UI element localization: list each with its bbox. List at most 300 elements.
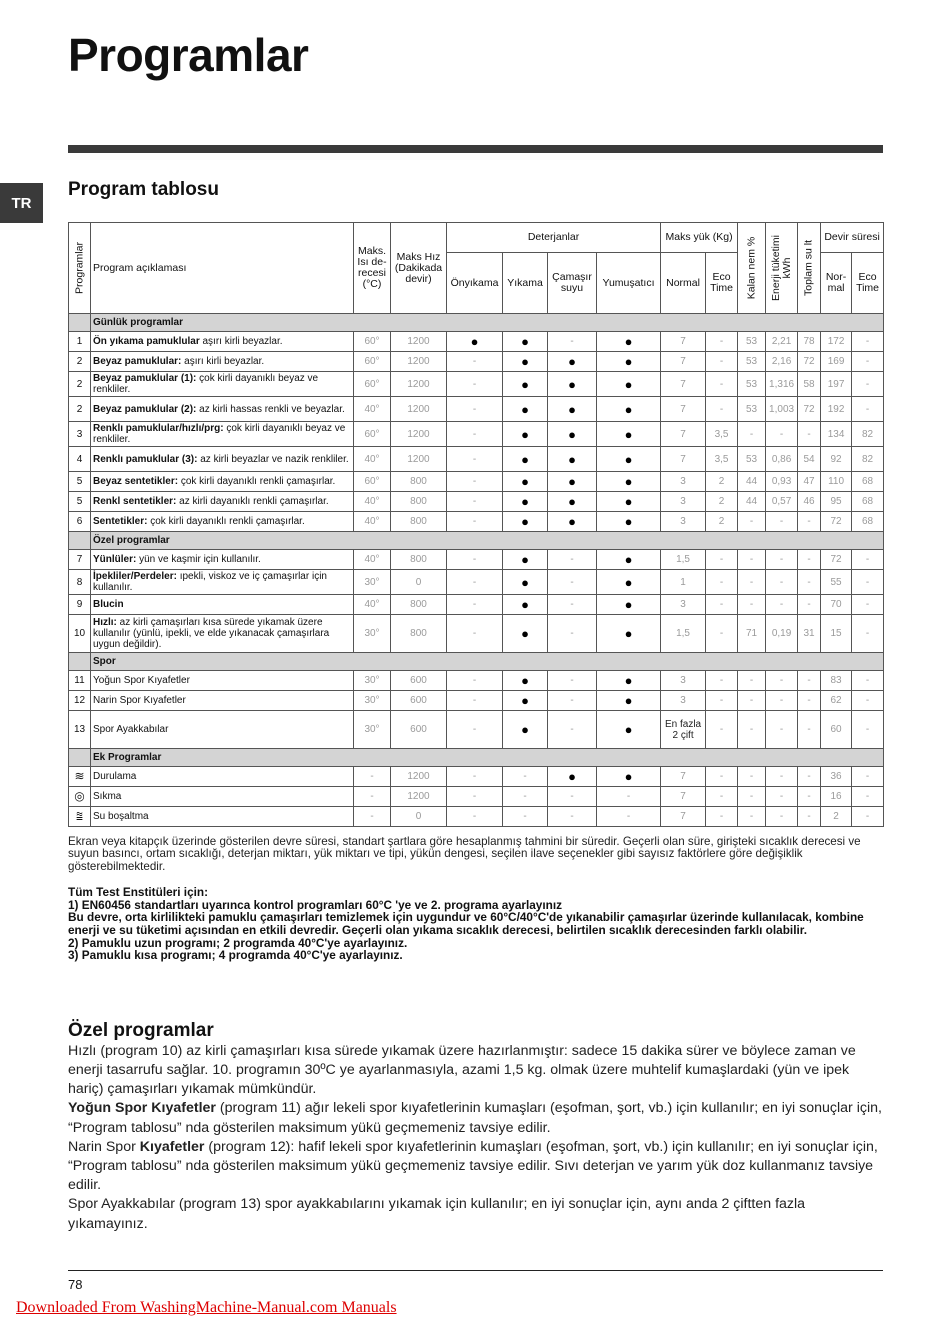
program-detail: az kirli çamaşırları kısa sürede yıkamak üzere kullanılır (yünlü, ipekli, ve elde yıkanacak çamaşırlara uygun değildir). [93, 617, 330, 650]
section-row [69, 749, 884, 767]
program-detail: Narin Spor Kıyafetler [93, 695, 186, 706]
table-row [69, 595, 884, 615]
footer-divider [68, 1270, 883, 1271]
cell-camasir-suyu: ● [548, 492, 597, 512]
cell-devir-eco: - [852, 787, 884, 807]
cell-devir-normal: 169 [821, 352, 852, 372]
cell-yuk-eco: - [706, 767, 738, 787]
program-description [91, 615, 354, 653]
program-number: 11 [69, 671, 91, 691]
table-row [69, 422, 884, 447]
cell-devir-normal: 60 [821, 711, 852, 749]
cell-yikama: ● [503, 550, 548, 570]
cell-devir-eco: - [852, 691, 884, 711]
program-detail: Durulama [93, 771, 137, 782]
cell-yuk-normal: 1,5 [661, 550, 706, 570]
header-normal: Normal [661, 253, 706, 314]
cell-enerji: - [766, 595, 798, 615]
cell-toplam-su: 47 [798, 472, 821, 492]
cell-kalan-nem: - [738, 570, 766, 595]
header-devir-eco: Eco Time [852, 253, 884, 314]
program-detail: çok kirli dayanıklı renkli çamaşırlar. [178, 476, 336, 487]
drain-icon: ⩰ [69, 807, 91, 827]
table-row [69, 447, 884, 472]
cell-devir-eco: 82 [852, 447, 884, 472]
section-row [69, 314, 884, 332]
paragraph-text: (program 12): hafif lekeli spor kıyafetlerinin kumaşları (eşofman, şort, vb.) için kullanılır; en iyi sonuçlar için, “Program tablosu” nda gösterilen maksimum yükü geçmemeniz tavsiye edilir. Sıvı deterjan ve yarım yük doz kullanmanız tavsiye edilir. [68, 1138, 878, 1194]
cell-maks-hiz: 800 [391, 512, 447, 532]
cell-devir-normal: 172 [821, 332, 852, 352]
paragraph-yogun-spor [68, 1099, 883, 1137]
cell-kalan-nem: - [738, 422, 766, 447]
cell-kalan-nem: 71 [738, 615, 766, 653]
cell-toplam-su: - [798, 767, 821, 787]
cell-enerji: - [766, 512, 798, 532]
table-row [69, 807, 884, 827]
cell-enerji: 1,316 [766, 372, 798, 397]
program-detail: az kirli dayanıklı renkli çamaşırlar. [176, 496, 329, 507]
cell-devir-eco: - [852, 615, 884, 653]
cell-yumusatici: ● [597, 422, 661, 447]
program-detail: az kirli hassas renkli ve beyazlar. [196, 403, 345, 415]
cell-devir-normal: 72 [821, 512, 852, 532]
cell-yikama: ● [503, 472, 548, 492]
cell-yuk-eco: 3,5 [706, 422, 738, 447]
program-name: Beyaz pamuklular: [93, 356, 182, 367]
cell-kalan-nem: 53 [738, 397, 766, 422]
cell-toplam-su: 72 [798, 352, 821, 372]
cell-maks-hiz: 1200 [391, 767, 447, 787]
cell-onyikama: - [447, 711, 503, 749]
cell-yikama: ● [503, 332, 548, 352]
section-title: Günlük programlar [91, 314, 884, 332]
cell-yuk-eco: - [706, 550, 738, 570]
cell-yumusatici: ● [597, 352, 661, 372]
cell-yuk-eco: - [706, 787, 738, 807]
cell-toplam-su: 58 [798, 372, 821, 397]
cell-devir-eco: - [852, 397, 884, 422]
cell-camasir-suyu: - [548, 807, 597, 827]
cell-devir-eco: 68 [852, 512, 884, 532]
cell-maks-hiz: 600 [391, 691, 447, 711]
header-onyikama: Önyıkama [447, 253, 503, 314]
cell-yuk-normal: 1 [661, 570, 706, 595]
program-description [91, 767, 354, 787]
cell-onyikama: ● [447, 332, 503, 352]
cell-yuk-eco: - [706, 332, 738, 352]
cell-devir-eco: - [852, 767, 884, 787]
cell-yumusatici: ● [597, 691, 661, 711]
program-number: 7 [69, 550, 91, 570]
cell-maks-hiz: 1200 [391, 332, 447, 352]
cell-yumusatici: ● [597, 615, 661, 653]
header-kalan-nem-label: Kalan nem % [745, 236, 758, 300]
cell-yuk-normal: 7 [661, 447, 706, 472]
cell-maks-isi: 60° [354, 422, 391, 447]
page-number: 78 [68, 1277, 83, 1292]
program-number: 13 [69, 711, 91, 749]
cell-toplam-su: - [798, 550, 821, 570]
table-row [69, 492, 884, 512]
cell-devir-normal: 72 [821, 550, 852, 570]
cell-enerji: 0,86 [766, 447, 798, 472]
table-row [69, 550, 884, 570]
cell-onyikama: - [447, 570, 503, 595]
header-camasir-suyu: Çamaşır suyu [548, 253, 597, 314]
program-description [91, 512, 354, 532]
program-description [91, 671, 354, 691]
cell-devir-normal: 16 [821, 787, 852, 807]
cell-onyikama: - [447, 352, 503, 372]
cell-yuk-normal: 3 [661, 492, 706, 512]
cell-yikama: ● [503, 352, 548, 372]
program-description [91, 422, 354, 447]
header-divider [68, 145, 883, 153]
program-detail: Sıkma [93, 791, 122, 802]
cell-enerji: - [766, 422, 798, 447]
cell-devir-normal: 197 [821, 372, 852, 397]
cell-devir-eco: - [852, 352, 884, 372]
header-aciklama: Program açıklaması [91, 223, 354, 314]
program-number: 5 [69, 492, 91, 512]
cell-kalan-nem: - [738, 787, 766, 807]
program-detail: çok kirli dayanıklı beyaz ve renkliler. [93, 423, 346, 445]
cell-yumusatici: ● [597, 372, 661, 397]
cell-yuk-normal: 7 [661, 352, 706, 372]
cell-toplam-su: - [798, 787, 821, 807]
main-content [68, 222, 883, 1234]
program-description [91, 352, 354, 372]
cell-toplam-su: 54 [798, 447, 821, 472]
cell-devir-eco: 68 [852, 472, 884, 492]
program-name: Renkl sentetikler: [93, 496, 177, 507]
cell-devir-eco: - [852, 550, 884, 570]
cell-kalan-nem: - [738, 691, 766, 711]
cell-maks-isi: 40° [354, 492, 391, 512]
cell-devir-normal: 134 [821, 422, 852, 447]
cell-onyikama: - [447, 397, 503, 422]
duration-note: Ekran veya kitapçık üzerinde gösterilen devre süresi, standart şartlara göre hesaplanmış tahmini bir süredir. Geçerli olan süre, girişteki sıcaklık derecesi ve suyun basıncı, ortam sıcaklığı, deterjan miktarı, yük miktarı ve tipi, yükün dengesi, seçilen ilave seçenekler gibi sayısız faktörlere göre değişiklik gösterebilmektedir. [68, 835, 861, 873]
header-yikama: Yıkama [503, 253, 548, 314]
cell-kalan-nem: - [738, 767, 766, 787]
cell-onyikama: - [447, 447, 503, 472]
cell-enerji: 2,16 [766, 352, 798, 372]
cell-toplam-su: 78 [798, 332, 821, 352]
header-devir-suresi: Devir süresi [821, 223, 884, 253]
cell-yikama: ● [503, 671, 548, 691]
cell-camasir-suyu: - [548, 787, 597, 807]
program-description [91, 550, 354, 570]
program-detail: Su boşaltma [93, 811, 149, 822]
section-title: Özel programlar [91, 532, 884, 550]
cell-toplam-su: - [798, 671, 821, 691]
cell-maks-hiz: 800 [391, 550, 447, 570]
cell-maks-isi: 30° [354, 671, 391, 691]
program-description [91, 492, 354, 512]
table-row [69, 512, 884, 532]
cell-yikama: ● [503, 447, 548, 472]
cell-toplam-su: - [798, 595, 821, 615]
header-maks-hiz: Maks Hız (Dakikada devir) [391, 223, 447, 314]
cell-yuk-eco: - [706, 595, 738, 615]
cell-kalan-nem: - [738, 671, 766, 691]
header-maks-yuk: Maks yük (Kg) [661, 223, 738, 253]
rinse-icon: ≋ [69, 767, 91, 787]
cell-maks-isi: 60° [354, 472, 391, 492]
cell-devir-normal: 110 [821, 472, 852, 492]
cell-enerji: - [766, 570, 798, 595]
cell-camasir-suyu: - [548, 570, 597, 595]
program-number: 10 [69, 615, 91, 653]
program-number: 8 [69, 570, 91, 595]
cell-camasir-suyu: ● [548, 512, 597, 532]
cell-maks-isi: - [354, 767, 391, 787]
cell-yumusatici: ● [597, 512, 661, 532]
header-devir-normal: Nor-mal [821, 253, 852, 314]
program-name: Beyaz sentetikler: [93, 476, 179, 487]
cell-kalan-nem: - [738, 595, 766, 615]
cell-yuk-normal: 7 [661, 807, 706, 827]
cell-devir-normal: 92 [821, 447, 852, 472]
cell-kalan-nem: 53 [738, 447, 766, 472]
cell-yuk-eco: - [706, 807, 738, 827]
cell-camasir-suyu: - [548, 691, 597, 711]
cell-toplam-su: - [798, 691, 821, 711]
program-detail: çok kirli dayanıklı renkli çamaşırlar. [147, 516, 305, 527]
program-number: 5 [69, 472, 91, 492]
cell-devir-eco: 68 [852, 492, 884, 512]
cell-yikama: - [503, 787, 548, 807]
program-number: 2 [69, 372, 91, 397]
bold-term: Kıyafetler [139, 1138, 205, 1155]
cell-yikama: ● [503, 512, 548, 532]
cell-devir-eco: - [852, 807, 884, 827]
cell-yuk-eco: - [706, 352, 738, 372]
header-programlar [69, 223, 91, 314]
program-number: 3 [69, 422, 91, 447]
program-name: Renklı pamuklular/hızlı/prg: [93, 423, 224, 434]
cell-toplam-su: - [798, 422, 821, 447]
cell-yuk-normal: 7 [661, 767, 706, 787]
cell-yumusatici: ● [597, 767, 661, 787]
program-description [91, 447, 354, 472]
header-enerji-label: Enerji tüketimi kWh [769, 235, 793, 301]
cell-yumusatici: ● [597, 397, 661, 422]
table-row [69, 332, 884, 352]
program-number: 12 [69, 691, 91, 711]
cell-yuk-normal: 7 [661, 372, 706, 397]
program-description [91, 807, 354, 827]
cell-enerji: - [766, 691, 798, 711]
cell-devir-normal: 2 [821, 807, 852, 827]
cell-devir-eco: - [852, 372, 884, 397]
program-number: 4 [69, 447, 91, 472]
cell-kalan-nem: - [738, 512, 766, 532]
program-number: 1 [69, 332, 91, 352]
cell-toplam-su: - [798, 807, 821, 827]
paragraph-text: (program 11) ağır lekeli spor kıyafetlerinin kumaşları (eşofman, şort, vb.) için kullanılır; en iyi sonuçlar için, “Program tablosu” nda gösterilen maksimum yükü geçmemeniz tavsiye edilir. [68, 1100, 882, 1136]
cell-yikama: - [503, 807, 548, 827]
cell-maks-isi: - [354, 807, 391, 827]
section-spacer [69, 532, 91, 550]
cell-devir-normal: 55 [821, 570, 852, 595]
program-name: Beyaz pamuklular (2): [93, 403, 197, 415]
section-spacer [69, 314, 91, 332]
download-link[interactable]: Downloaded From WashingMachine-Manual.com Manuals [16, 1299, 397, 1316]
cell-camasir-suyu: - [548, 550, 597, 570]
cell-yuk-eco: 2 [706, 512, 738, 532]
program-description [91, 372, 354, 397]
header-eco-time: Eco Time [706, 253, 738, 314]
cell-devir-normal: 83 [821, 671, 852, 691]
program-name: Sentetikler: [93, 516, 148, 527]
cell-devir-eco: - [852, 595, 884, 615]
program-number: 9 [69, 595, 91, 615]
cell-camasir-suyu: ● [548, 447, 597, 472]
section-title-program-table: Program tablosu [68, 179, 219, 200]
cell-onyikama: - [447, 472, 503, 492]
table-row [69, 570, 884, 595]
cell-maks-hiz: 1200 [391, 352, 447, 372]
test-note-1-desc: Bu devre, orta kirlilikteki pamuklu çamaşırları temizlemek için uygundur ve 60°C/40°C'de yıkanabilir çamaşırlar üzerinde kullanılacak, kombine enerji ve su tüketimi açısından en etkili devredir. Geçerli olan yıkama sıcaklık derecesi, belirtilen sıcaklık derecesinden farklı olabilir. [68, 910, 864, 937]
cell-yikama: - [503, 767, 548, 787]
cell-maks-isi: 60° [354, 352, 391, 372]
cell-toplam-su: 31 [798, 615, 821, 653]
cell-toplam-su: - [798, 570, 821, 595]
table-row [69, 397, 884, 422]
cell-maks-isi: 40° [354, 550, 391, 570]
page-title: Programlar [68, 29, 309, 81]
cell-onyikama: - [447, 691, 503, 711]
cell-yuk-normal: 7 [661, 397, 706, 422]
cell-yumusatici: - [597, 807, 661, 827]
table-row [69, 787, 884, 807]
program-name: Hızlı: [93, 617, 117, 628]
cell-yuk-normal: 3 [661, 472, 706, 492]
cell-yumusatici: - [597, 787, 661, 807]
cell-enerji: - [766, 767, 798, 787]
cell-yumusatici: ● [597, 550, 661, 570]
cell-maks-isi: 40° [354, 595, 391, 615]
cell-camasir-suyu: - [548, 615, 597, 653]
program-description [91, 595, 354, 615]
paragraph-narin-spor [68, 1138, 883, 1196]
table-row [69, 691, 884, 711]
section-spacer [69, 653, 91, 671]
cell-maks-isi: 60° [354, 332, 391, 352]
cell-yikama: ● [503, 570, 548, 595]
cell-maks-hiz: 0 [391, 807, 447, 827]
program-number: 6 [69, 512, 91, 532]
header-maks-isi: Maks. Isı de-recesi (°C) [354, 223, 391, 314]
cell-maks-isi: 30° [354, 615, 391, 653]
cell-yuk-eco: 2 [706, 492, 738, 512]
section-row [69, 653, 884, 671]
cell-yikama: ● [503, 397, 548, 422]
test-note-1: 1) EN60456 standartları uyarınca kontrol programları 60°C 'ye ve 2. programa ayarlayınız [68, 897, 563, 912]
cell-camasir-suyu: ● [548, 767, 597, 787]
cell-maks-hiz: 1200 [391, 787, 447, 807]
section-title: Spor [91, 653, 884, 671]
cell-camasir-suyu: ● [548, 372, 597, 397]
cell-yuk-normal: 7 [661, 332, 706, 352]
cell-enerji: - [766, 807, 798, 827]
cell-enerji: - [766, 671, 798, 691]
cell-yumusatici: ● [597, 671, 661, 691]
program-detail: aşırı kirli beyazlar. [181, 356, 265, 367]
cell-maks-hiz: 1200 [391, 397, 447, 422]
table-row [69, 372, 884, 397]
cell-enerji: 0,57 [766, 492, 798, 512]
cell-kalan-nem: 53 [738, 372, 766, 397]
table-row [69, 767, 884, 787]
section-title: Ek Programlar [91, 749, 884, 767]
cell-maks-hiz: 800 [391, 615, 447, 653]
cell-devir-normal: 15 [821, 615, 852, 653]
cell-enerji: - [766, 787, 798, 807]
cell-maks-hiz: 1200 [391, 372, 447, 397]
cell-yuk-eco: - [706, 711, 738, 749]
cell-yuk-normal: En fazla 2 çift [661, 711, 706, 749]
header-enerji [766, 223, 798, 314]
table-row [69, 711, 884, 749]
test-note-2: 2) Pamuklu uzun programı; 2 programda 40°C'ye ayarlayınız. [68, 935, 408, 950]
cell-maks-isi: 30° [354, 570, 391, 595]
cell-yumusatici: ● [597, 492, 661, 512]
cell-devir-normal: 70 [821, 595, 852, 615]
program-detail: az kirli beyazlar ve nazik renkliler. [197, 453, 349, 465]
cell-yuk-eco: - [706, 691, 738, 711]
program-number: 2 [69, 352, 91, 372]
cell-devir-normal: 36 [821, 767, 852, 787]
program-detail: ıpekli, viskoz ve iç çamaşırlar için kullanılır. [93, 571, 327, 593]
cell-maks-isi: - [354, 787, 391, 807]
cell-yuk-normal: 3 [661, 691, 706, 711]
cell-yuk-eco: - [706, 397, 738, 422]
cell-onyikama: - [447, 492, 503, 512]
cell-yumusatici: ● [597, 447, 661, 472]
cell-camasir-suyu: - [548, 671, 597, 691]
cell-yikama: ● [503, 372, 548, 397]
cell-enerji: 0,19 [766, 615, 798, 653]
header-toplam-su [798, 223, 821, 314]
cell-yuk-eco: - [706, 615, 738, 653]
header-kalan-nem [738, 223, 766, 314]
bold-term: Yoğun Spor Kıyafetler [68, 1100, 216, 1117]
cell-maks-hiz: 0 [391, 570, 447, 595]
cell-maks-hiz: 1200 [391, 422, 447, 447]
cell-kalan-nem: 44 [738, 472, 766, 492]
program-name: Yünlüler: [93, 554, 137, 565]
cell-kalan-nem: 53 [738, 352, 766, 372]
cell-yikama: ● [503, 711, 548, 749]
table-row [69, 615, 884, 653]
cell-maks-hiz: 800 [391, 472, 447, 492]
cell-kalan-nem: - [738, 807, 766, 827]
special-programs-title: Özel programlar [68, 1019, 214, 1041]
program-description [91, 691, 354, 711]
program-description [91, 397, 354, 422]
cell-onyikama: - [447, 671, 503, 691]
cell-devir-eco: - [852, 570, 884, 595]
cell-devir-normal: 95 [821, 492, 852, 512]
cell-kalan-nem: - [738, 550, 766, 570]
cell-maks-isi: 30° [354, 691, 391, 711]
cell-enerji: - [766, 550, 798, 570]
test-institutes-notes [68, 886, 880, 962]
cell-yuk-normal: 7 [661, 787, 706, 807]
cell-yuk-eco: 2 [706, 472, 738, 492]
